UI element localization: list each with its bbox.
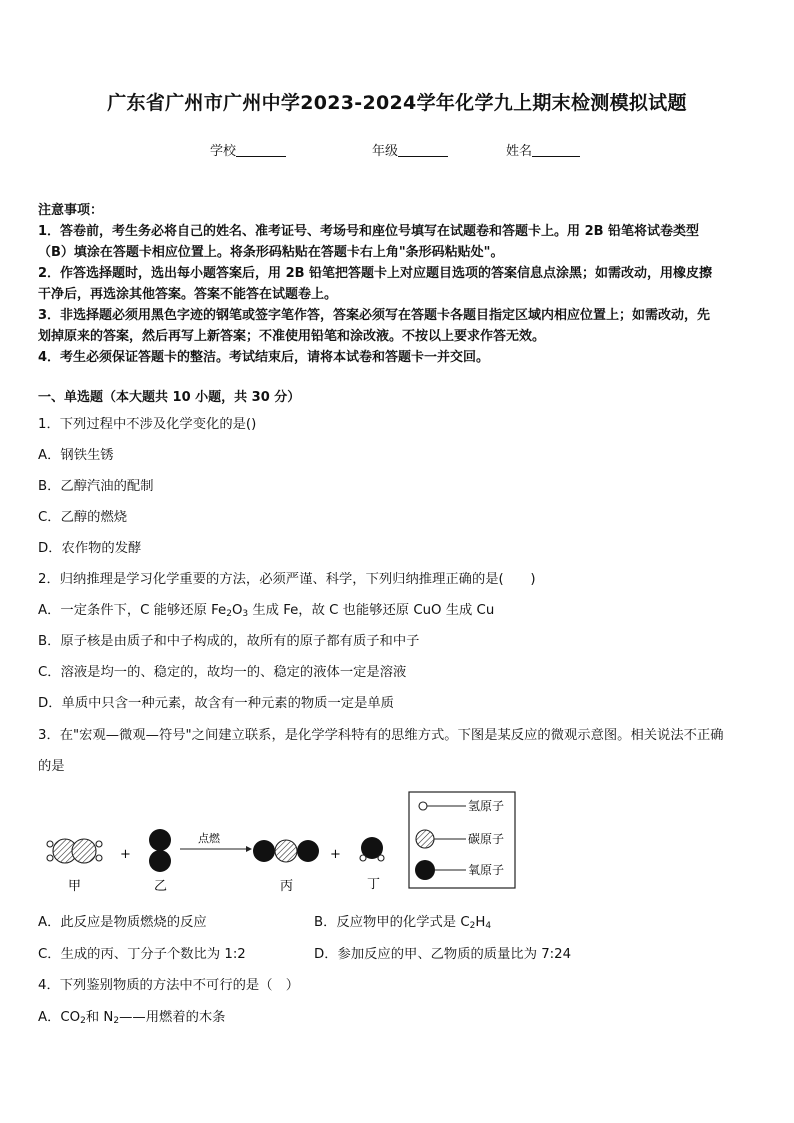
notice-line: 4．考生必须保证答题卡的整洁。考试结束后，请将本试卷和答题卡一并交回。 [38, 350, 490, 365]
notice-line: 1．答卷前，考生务必将自己的姓名、准考证号、考场号和座位号填写在试题卷和答题卡上。用 2B 铅笔将试卷类型 [38, 224, 700, 239]
oxygen-atom [297, 840, 319, 862]
school-field [210, 140, 286, 159]
q2a-text: O [231, 603, 243, 618]
question-4-stem: 4．下列鉴别物质的方法中不可行的是（ ） [38, 978, 300, 993]
arrow-head [246, 846, 252, 852]
q1-option-c: C．乙醇的燃烧 [38, 510, 128, 525]
reaction-condition: 点燃 [198, 832, 220, 845]
q3b-text: B．反应物甲的化学式是 C [314, 915, 470, 930]
name-label: 姓名 [506, 144, 533, 159]
q2a-sub: 2 [226, 609, 232, 619]
label-bing: 丙 [280, 879, 294, 894]
plus-sign: + [330, 847, 341, 862]
question-1-stem: 1．下列过程中不涉及化学变化的是() [38, 417, 257, 432]
school-blank [236, 142, 286, 157]
molecule-ding [360, 837, 384, 861]
q2-option-c: C．溶液是均一的、稳定的，故均一的、稳定的液体一定是溶液 [38, 665, 407, 680]
legend-oxygen: 氧原子 [468, 863, 505, 877]
q2a-text: 生成 Fe，故 C 也能够还原 CuO 生成 Cu [248, 603, 495, 618]
notice-line: 划掉原来的答案，然后再写上新答案；不准使用铅笔和涂改液。不按以上要求作答无效。 [38, 329, 546, 344]
q4a-sub: 2 [113, 1016, 120, 1026]
oxygen-atom [149, 850, 171, 872]
q3-option-a: A．此反应是物质燃烧的反应 [38, 915, 207, 930]
notice-line: 2．作答选择题时，选出每小题答案后，用 2B 铅笔把答题卡上对应题目选项的答案信息点涂黑；如需改动，用橡皮擦 [38, 266, 713, 281]
hydrogen-legend-icon [419, 802, 427, 810]
atom-legend [409, 792, 515, 888]
question-3-stem: 3．在"宏观—微观—符号"之间建立联系，是化学学科特有的思维方式。下图是某反应的微观示意图。相关说法不正确 [38, 728, 724, 743]
question-3-stem-cont: 的是 [38, 759, 65, 774]
q1-option-d: D．农作物的发酵 [38, 541, 142, 556]
notice-line: （B）填涂在答题卡相应位置上。将条形码粘贴在答题卡右上角"条形码粘贴处"。 [38, 245, 504, 260]
legend-carbon: 碳原子 [468, 832, 505, 846]
q3-option-b [314, 914, 491, 932]
notice-heading: 注意事项： [38, 203, 104, 218]
q4a-text: ——用燃着的木条 [119, 1010, 226, 1025]
grade-label: 年级 [372, 144, 399, 159]
plus-sign: + [120, 847, 131, 862]
molecule-jia [47, 839, 102, 863]
q4a-text: A．CO [38, 1010, 81, 1025]
page-title: 广东省广州市广州中学2023-2024学年化学九上期末检测模拟试题 [107, 92, 687, 114]
hydrogen-atom [360, 855, 366, 861]
molecule-yi [149, 829, 171, 872]
notice-line: 3．非选择题必须用黑色字迹的钢笔或签字笔作答，答案必须写在答题卡各题目指定区域内相应位置上；如需改动，先 [38, 308, 711, 323]
q3-option-c: C．生成的丙、丁分子个数比为 1:2 [38, 947, 246, 962]
q4-option-a [38, 1009, 225, 1027]
name-blank [532, 142, 580, 157]
hydrogen-atom [96, 855, 102, 861]
name-field [506, 140, 580, 159]
hydrogen-atom [96, 841, 102, 847]
oxygen-legend-icon [415, 860, 435, 880]
grade-blank [398, 142, 448, 157]
q4a-sub: 2 [80, 1016, 86, 1026]
q2-option-d: D．单质中只含一种元素，故含有一种元素的物质一定是单质 [38, 696, 394, 711]
hydrogen-atom [378, 855, 384, 861]
q2a-sub: 3 [242, 609, 249, 619]
oxygen-atom [253, 840, 275, 862]
question-2-stem: 2．归纳推理是学习化学重要的方法，必须严谨、科学，下列归纳推理正确的是( ) [38, 572, 536, 587]
q2-option-a [38, 602, 494, 620]
q1-option-a: A．钢铁生锈 [38, 448, 114, 463]
section-heading: 一、单选题（本大题共 10 小题，共 30 分） [38, 390, 301, 405]
label-yi: 乙 [154, 879, 168, 894]
oxygen-atom [149, 829, 171, 851]
hydrogen-atom [47, 855, 53, 861]
notice-line: 干净后，再选涂其他答案。答案不能答在试题卷上。 [38, 287, 338, 302]
school-label: 学校 [210, 144, 237, 159]
carbon-atom [72, 839, 96, 863]
carbon-atom [275, 840, 297, 862]
q1-option-b: B．乙醇汽油的配制 [38, 479, 154, 494]
q4a-text: 和 N [85, 1010, 114, 1025]
carbon-legend-icon [416, 830, 434, 848]
grade-field [372, 140, 448, 159]
label-ding: 丁 [367, 877, 381, 892]
legend-hydrogen: 氢原子 [468, 799, 505, 813]
reaction-diagram [38, 788, 538, 900]
q2a-text: A．一定条件下，C 能够还原 Fe [38, 603, 227, 618]
label-jia: 甲 [68, 879, 82, 894]
q3b-text: H [475, 915, 486, 930]
molecule-bing [253, 840, 319, 862]
q3b-sub: 2 [469, 921, 476, 931]
q3-option-d: D．参加反应的甲、乙物质的质量比为 7:24 [314, 947, 572, 962]
q2-option-b: B．原子核是由质子和中子构成的，故所有的原子都有质子和中子 [38, 634, 420, 649]
q3b-sub: 4 [485, 921, 492, 931]
hydrogen-atom [47, 841, 53, 847]
